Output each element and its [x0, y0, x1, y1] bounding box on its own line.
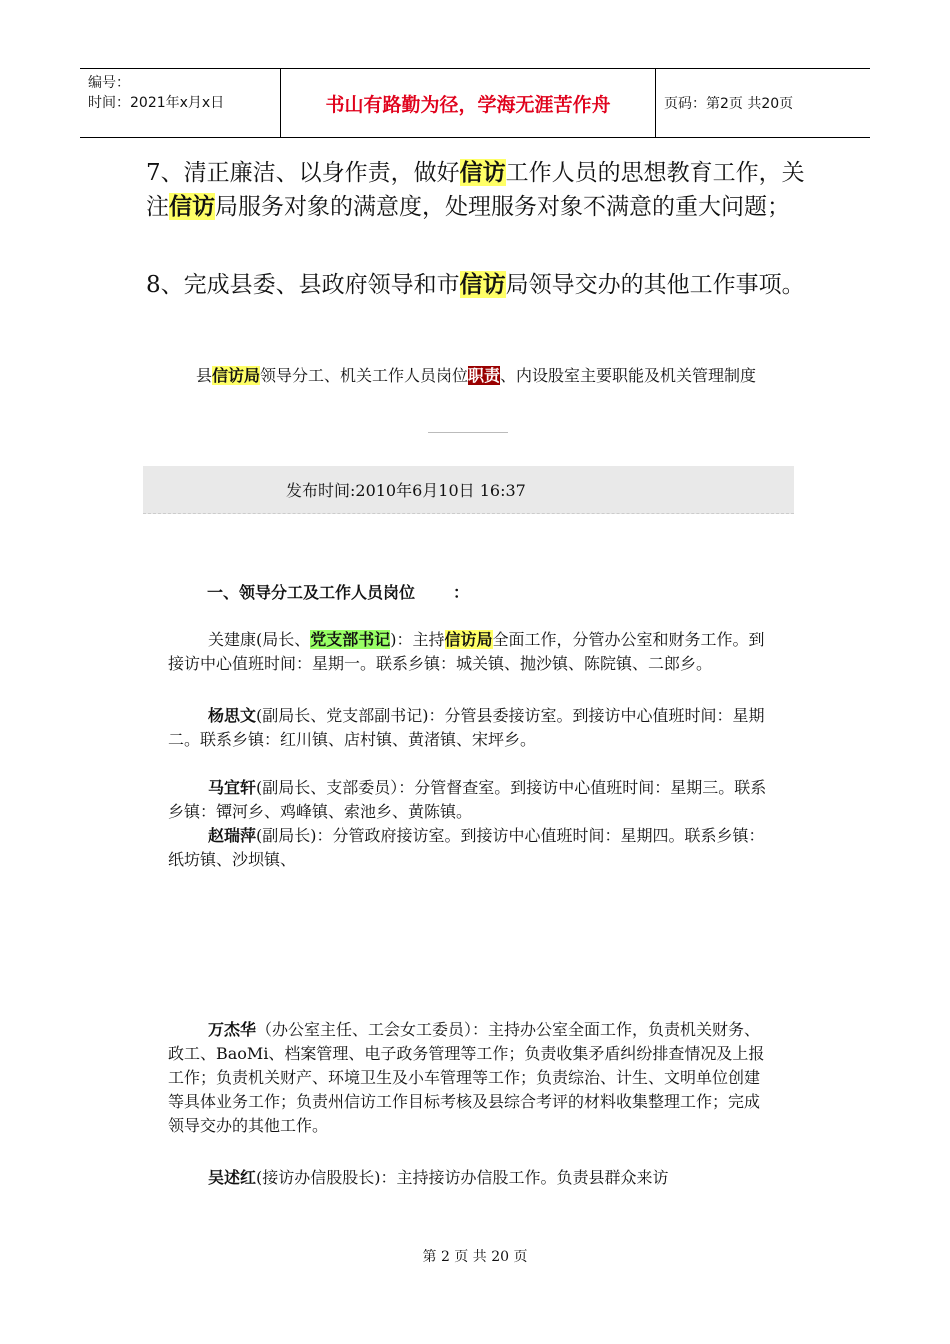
item7-text-c: 局服务对象的满意度，处理服务对象不满意的重大问题；	[215, 194, 790, 220]
time-label: 时间：2021年x月x日	[88, 95, 225, 111]
title-text-b: 领导分工、机关工作人员岗位	[259, 366, 468, 385]
section-heading	[207, 580, 469, 603]
p1-text-c: 全面工作，分管办公室和财务工作。到接访中心值班时间：星期一。联系乡镇：城关镇、抛沙镇、陈院镇、二郎乡。	[168, 630, 765, 673]
person-duty: (副局长)：分管政府接访室。到接访中心值班时间：星期四。联系乡镇：纸坊镇、沙坝镇、	[168, 826, 765, 869]
section-colon: ：	[453, 583, 470, 602]
page-header	[80, 68, 870, 138]
highlight-xinfangju: 信访局	[444, 630, 493, 649]
p1-text-b: )：主持	[390, 630, 445, 649]
person-duty: (副局长、党支部副书记)：分管县委接访室。到接访中心值班时间：星期二。联系乡镇：红川镇、店村镇、黄渚镇、宋坪乡。	[168, 706, 765, 749]
person-name: 吴述红	[208, 1168, 257, 1187]
person-name: 马宜轩	[208, 778, 257, 797]
title-text-c: 、内设股室主要职能及机关管理制度	[500, 366, 757, 385]
leader-zhao-paragraph	[168, 824, 772, 872]
item7-text-a: 7、清正廉洁、以身作责，做好	[146, 160, 460, 186]
header-page-info: 页码：第2页 共20页	[664, 96, 794, 112]
highlight-xinfang: 信访	[459, 159, 506, 186]
item-7-paragraph	[146, 156, 806, 224]
item-8-paragraph	[146, 268, 806, 302]
highlight-xinfang: 信访	[459, 271, 506, 298]
staff-wu-paragraph	[168, 1166, 772, 1190]
person-name: 赵瑞萍	[208, 826, 257, 845]
section-title: 一、领导分工及工作人员岗位	[207, 583, 416, 602]
person-name: 万杰华	[208, 1020, 257, 1039]
item8-text-b: 局领导交办的其他工作事项。	[505, 272, 805, 298]
highlight-xinfangju: 信访局	[211, 366, 260, 385]
highlight-zhize: 职责	[468, 366, 501, 385]
publish-time: 发布时间:2010年6月10日 16:37	[286, 481, 526, 500]
person-duty: （办公室主任、工会女工委员）：主持办公室全面工作，负责机关财务、政工、BaoMi、档案管理、电子政务管理等工作；负责收集矛盾纠纷排查情况及上报工作；负责机关财产、环境卫生及小车管理等工作；负责综治、计生、文明单位创建等具体业务工作；负责州信访工作目标考核及县综合考评的材料收集整理工作；完成领导交办的其他工作。	[168, 1020, 765, 1135]
person-name: 杨思文	[208, 706, 257, 725]
highlight-xinfang: 信访	[169, 193, 215, 220]
article-title	[146, 364, 806, 388]
item8-text-a: 8、完成县委、县政府领导和市	[146, 272, 460, 298]
publish-time-bar	[143, 466, 794, 514]
header-left-cell	[80, 69, 280, 137]
leader-yang-paragraph	[168, 704, 772, 752]
header-motto: 书山有路勤为径，学海无涯苦作舟	[280, 69, 656, 137]
title-text-a: 县	[195, 366, 212, 385]
leader-ma-paragraph	[168, 776, 772, 824]
title-divider	[428, 432, 508, 433]
page-footer: 第 2 页 共 20 页	[422, 1249, 528, 1265]
person-duty: (副局长、支部委员）：分管督查室。到接访中心值班时间：星期三。联系乡镇：镡河乡、鸡峰镇、索池乡、黄陈镇。	[168, 778, 767, 821]
person-duty: (接访办信股股长)：主持接访办信股工作。负责县群众来访	[256, 1168, 669, 1187]
leader-guan-paragraph	[168, 628, 772, 676]
highlight-party-secretary: 党支部书记	[310, 630, 391, 649]
number-label: 编号：	[88, 75, 130, 91]
item7-text-b: 工作人员的思想教育工作，关注	[146, 160, 805, 220]
person-name: 关建康	[208, 630, 257, 649]
staff-wan-paragraph	[168, 1018, 772, 1138]
p1-text-a: (局长、	[256, 630, 311, 649]
